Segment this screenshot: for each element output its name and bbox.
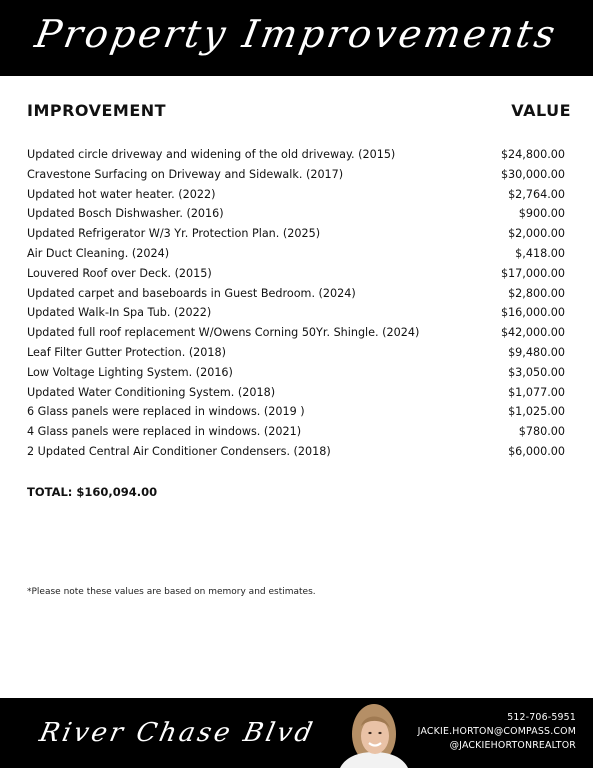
improvement-value: $2,764.00 [508, 187, 565, 201]
improvement-value: $1,025.00 [508, 405, 565, 419]
improvement-value: $2,000.00 [508, 227, 565, 241]
table-row [27, 303, 565, 323]
shoulders-shape [340, 752, 408, 768]
footer-band [0, 698, 593, 768]
column-header-improvement: IMPROVEMENT [27, 101, 167, 120]
table-row [27, 145, 565, 165]
table-row [27, 244, 565, 264]
contact-block [418, 711, 576, 753]
improvement-description: Updated Bosch Dishwasher. (2016) [27, 207, 224, 221]
table-row [27, 264, 565, 284]
improvement-value: $780.00 [518, 425, 565, 439]
improvement-description: Louvered Roof over Deck. (2015) [27, 266, 212, 280]
improvement-value: $,418.00 [515, 246, 565, 260]
improvement-description: Updated Water Conditioning System. (2018) [27, 385, 276, 399]
improvement-description: 2 Updated Central Air Conditioner Condensers. (2018) [27, 444, 331, 458]
disclaimer-note: *Please note these values are based on memory and estimates. [27, 587, 316, 597]
improvements-list [27, 145, 565, 462]
table-row [27, 185, 565, 205]
improvement-value: $30,000.00 [500, 167, 565, 181]
agent-photo [340, 698, 408, 768]
header-band [0, 0, 593, 76]
improvement-description: 6 Glass panels were replaced in windows. (2019 ) [27, 405, 305, 419]
table-row [27, 224, 565, 244]
improvement-description: Updated full roof replacement W/Owens Corning 50Yr. Shingle. (2024) [27, 326, 420, 340]
improvement-description: Updated Refrigerator W/3 Yr. Protection Plan. (2025) [27, 227, 321, 241]
eye-left-shape [368, 732, 371, 734]
table-row [27, 383, 565, 403]
improvement-value: $17,000.00 [500, 266, 565, 280]
phone-number: 512-706-5951 [507, 712, 576, 723]
street-name: River Chase Blvd [36, 718, 318, 748]
eye-right-shape [378, 732, 381, 734]
improvement-value: $3,050.00 [508, 365, 565, 379]
improvement-description: Cravestone Surfacing on Driveway and Sidewalk. (2017) [27, 167, 344, 181]
table-row [27, 204, 565, 224]
improvement-value: $16,000.00 [500, 306, 565, 320]
social-handle: @JACKIEHORTONREALTOR [449, 740, 576, 751]
table-row [27, 284, 565, 304]
improvement-description: Updated carpet and baseboards in Guest Bedroom. (2024) [27, 286, 356, 300]
improvement-value: $6,000.00 [508, 444, 565, 458]
column-header-value: VALUE [511, 101, 571, 120]
improvement-value: $2,800.00 [508, 286, 565, 300]
improvement-description: Air Duct Cleaning. (2024) [27, 246, 170, 260]
table-row [27, 165, 565, 185]
table-row [27, 402, 565, 422]
table-row [27, 422, 565, 442]
table-row [27, 343, 565, 363]
total-amount: TOTAL: $160,094.00 [27, 485, 158, 499]
improvement-description: 4 Glass panels were replaced in windows. (2021) [27, 425, 302, 439]
table-row [27, 363, 565, 383]
page-title: Property Improvements [31, 12, 562, 56]
email-address: JACKIE.HORTON@COMPASS.COM [417, 726, 576, 737]
improvement-description: Leaf Filter Gutter Protection. (2018) [27, 345, 227, 359]
improvement-description: Updated circle driveway and widening of the old driveway. (2015) [27, 148, 396, 161]
improvement-value: $900.00 [518, 207, 565, 221]
improvement-value: $1,077.00 [508, 385, 565, 399]
improvement-description: Low Voltage Lighting System. (2016) [27, 365, 233, 379]
improvement-description: Updated Walk-In Spa Tub. (2022) [27, 306, 212, 320]
table-row [27, 323, 565, 343]
improvement-value: $24,800.00 [500, 148, 565, 161]
improvement-description: Updated hot water heater. (2022) [27, 187, 216, 201]
improvement-value: $42,000.00 [500, 326, 565, 340]
improvement-value: $9,480.00 [508, 345, 565, 359]
table-row [27, 442, 565, 462]
